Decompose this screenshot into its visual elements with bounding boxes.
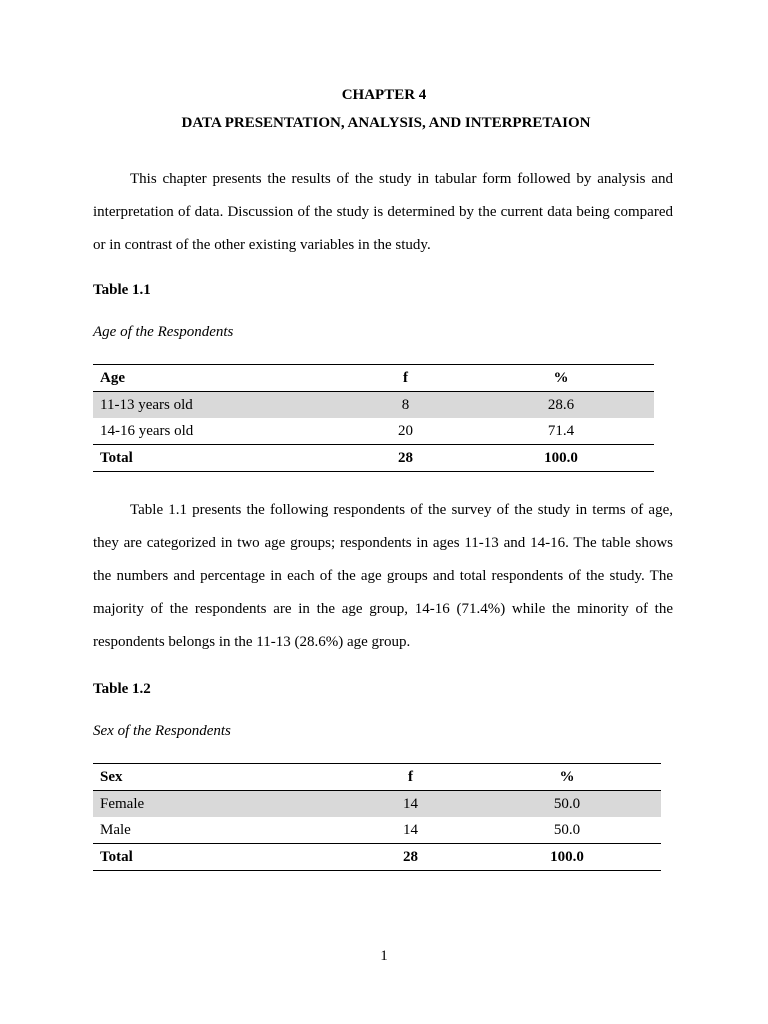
table-cell: Female [93,791,348,818]
intro-paragraph: This chapter presents the results of the study in tabular form followed by analysis and interpretation of data. Discussion of the study is determined by the current data being compared or in contrast of the other existing variables in the study. [93,171,673,253]
table-header-row [93,365,654,392]
column-header: f [403,369,408,386]
table-row [93,817,661,844]
column-header: % [559,768,575,785]
table-total-row [93,445,654,472]
table-row [93,392,654,419]
column-header: Sex [100,768,123,785]
table-cell: 28.6 [468,392,654,419]
analysis-paragraph: Table 1.1 presents the following respondents of the survey of the study in terms of age, they are categorized in two age groups; respondents in ages 11-13 and 14-16. The table shows the numbers and percentage in each of the age groups and total respondents of the study. The majority of the respondents are in the age group, 14-16 (71.4%) while the minority of the respondents belongs in the 11-13 (28.6%) age group. [93,502,673,650]
column-header: Age [100,369,125,386]
table-cell: 100.0 [544,449,578,466]
table-cell: 28 [403,848,418,865]
table-2-label: Table 1.2 [93,681,151,697]
page-number: 1 [380,948,388,964]
table-cell: 14-16 years old [100,422,194,439]
table-1-caption: Age of the Respondents [93,324,234,340]
sex-table [93,763,661,871]
table-cell: 14 [348,791,473,818]
table-cell: Total [100,449,133,466]
table-cell: 8 [343,392,468,419]
table-cell: 11-13 years old [93,392,343,419]
chapter-title: DATA PRESENTATION, ANALYSIS, AND INTERPRETAION [181,115,591,131]
column-header: % [553,369,569,386]
table-cell: 100.0 [550,848,584,865]
table-cell: 28 [398,449,413,466]
table-cell: Male [100,821,131,838]
table-cell: 14 [403,821,418,838]
column-header: f [408,768,413,785]
age-table [93,364,654,472]
table-header-row [93,764,661,791]
table-1-label: Table 1.1 [93,282,151,298]
table-row [93,791,661,818]
table-cell: 71.4 [547,422,575,439]
table-row [93,418,654,445]
table-cell: 50.0 [473,791,661,818]
table-cell: Total [100,848,133,865]
table-cell: 20 [398,422,413,439]
table-total-row [93,844,661,871]
table-cell: 50.0 [553,821,581,838]
table-2-caption: Sex of the Respondents [93,723,231,739]
chapter-heading: CHAPTER 4 [341,87,427,103]
